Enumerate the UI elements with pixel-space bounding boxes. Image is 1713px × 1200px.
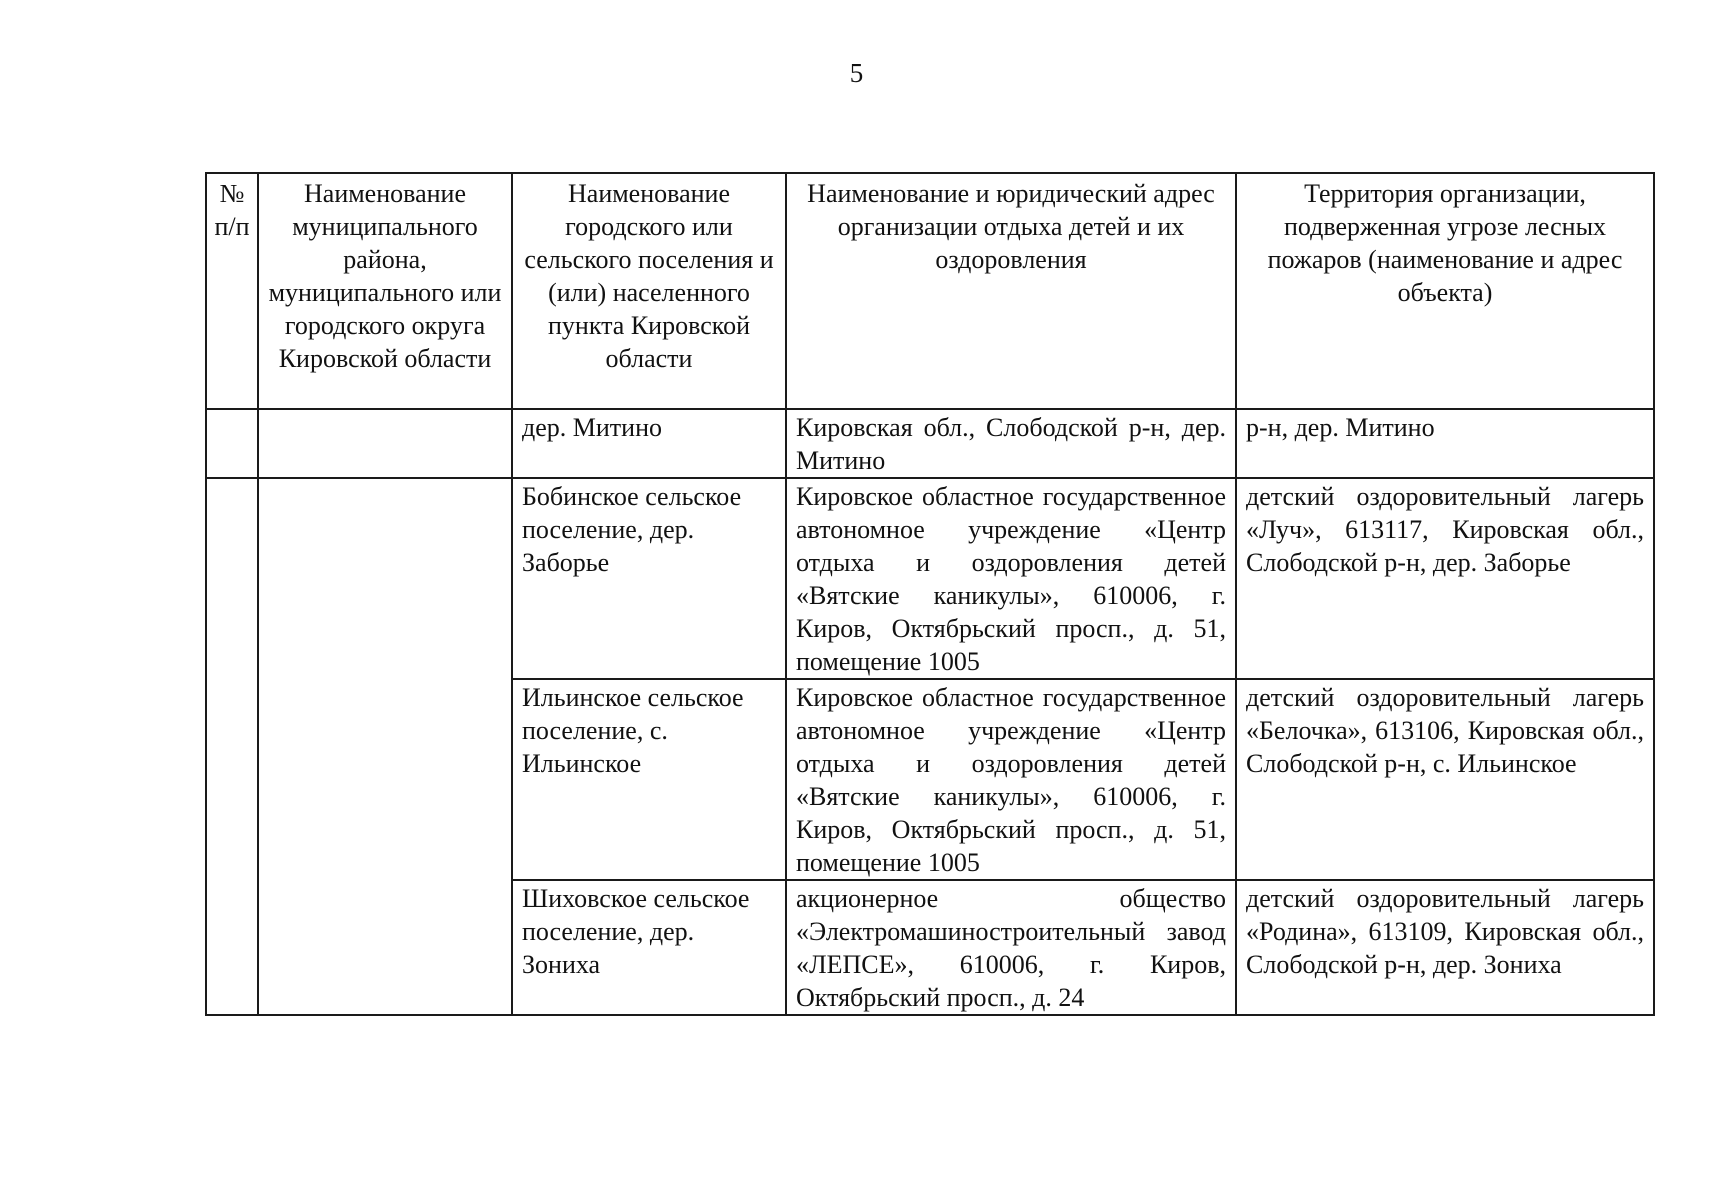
header-territory: Территория организации, подверженная угрозе лесных пожаров (наименование и адрес объекта) (1236, 173, 1654, 409)
cell-settlement: Шиховское сельское поселение, дер. Зониха (512, 880, 786, 1015)
header-organization: Наименование и юридический адрес организации отдыха детей и их оздоровления (786, 173, 1236, 409)
cell-number (206, 478, 258, 1015)
cell-territory: р-н, дер. Митино (1236, 409, 1654, 478)
cell-district (258, 478, 512, 1015)
table-row (206, 478, 1654, 679)
cell-settlement: Бобинское сельское поселение, дер. Заборье (512, 478, 786, 679)
cell-organization: Кировская обл., Слободской р-н, дер. Митино (786, 409, 1236, 478)
header-district: Наименование муниципального района, муниципального или городского округа Кировской области (258, 173, 512, 409)
cell-number (206, 409, 258, 478)
camps-table (205, 172, 1655, 1016)
cell-organization: Кировское областное государственное автономное учреждение «Центр отдыха и оздоровления детей «Вятские каникулы», 610006, г. Киров, Октябрьский просп., д. 51, помещение 1005 (786, 478, 1236, 679)
header-settlement: Наименование городского или сельского поселения и (или) населенного пункта Кировской области (512, 173, 786, 409)
cell-district (258, 409, 512, 478)
cell-settlement: дер. Митино (512, 409, 786, 478)
cell-settlement: Ильинское сельское поселение, с. Ильинское (512, 679, 786, 880)
cell-organization: акционерное общество «Электромашиностроительный завод «ЛЕПСЕ», 610006, г. Киров, Октябрьский просп., д. 24 (786, 880, 1236, 1015)
cell-territory: детский оздоровительный лагерь «Луч», 613117, Кировская обл., Слободской р-н, дер. Заборье (1236, 478, 1654, 679)
cell-territory: детский оздоровительный лагерь «Родина», 613109, Кировская обл., Слободской р-н, дер. Зониха (1236, 880, 1654, 1015)
cell-organization: Кировское областное государственное автономное учреждение «Центр отдыха и оздоровления детей «Вятские каникулы», 610006, г. Киров, Октябрьский просп., д. 51, помещение 1005 (786, 679, 1236, 880)
table-row (206, 409, 1654, 478)
table-header-row (206, 173, 1654, 409)
cell-territory: детский оздоровительный лагерь «Белочка», 613106, Кировская обл., Слободской р-н, с. Ильинское (1236, 679, 1654, 880)
page-number: 5 (849, 58, 864, 88)
header-number: № п/п (206, 173, 258, 409)
